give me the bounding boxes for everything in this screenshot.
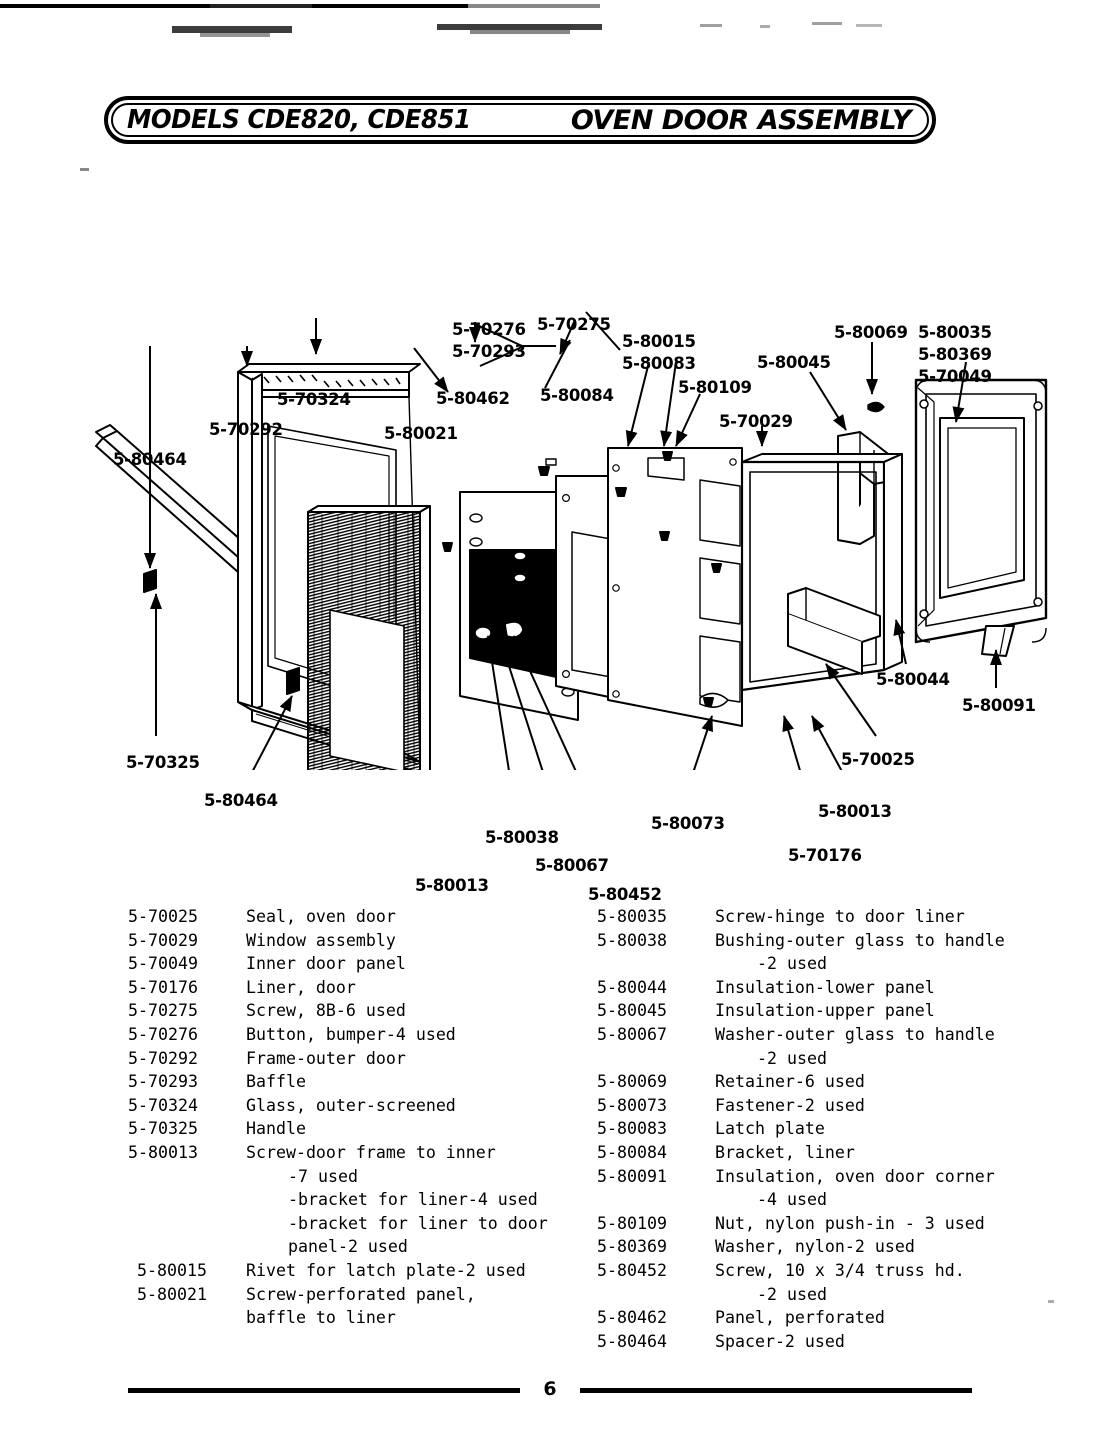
parts-list-row xyxy=(597,1165,1067,1189)
part-outer-screened-glass xyxy=(308,506,430,770)
scan-smudge xyxy=(700,24,722,27)
parts-list-row xyxy=(128,929,598,953)
part-description: Window assembly xyxy=(246,930,396,950)
part-number: 5-70025 xyxy=(128,907,198,926)
parts-list-row xyxy=(597,976,1067,1000)
callout-5-80044: 5-80044 xyxy=(876,670,950,689)
callout-5-80045: 5-80045 xyxy=(757,353,831,372)
part-description: Fastener-2 used xyxy=(715,1095,865,1115)
callout-5-70176: 5-70176 xyxy=(788,846,862,865)
part-corner-insulation xyxy=(982,626,1014,656)
part-number: 5-80462 xyxy=(597,1308,667,1328)
parts-list xyxy=(0,905,1100,1351)
part-description: Screw-door frame to inner xyxy=(246,1142,496,1162)
parts-list-row xyxy=(597,1094,1067,1118)
part-spacer-lower xyxy=(287,668,299,694)
part-number: 5-80369 xyxy=(597,1237,667,1257)
section-title: OVEN DOOR ASSEMBLY xyxy=(570,104,911,136)
callout-5-80462: 5-80462 xyxy=(436,389,510,408)
scan-smudge xyxy=(812,22,842,25)
scan-artifact-top-bar xyxy=(0,4,600,8)
part-description-continued: -bracket for liner-4 used xyxy=(288,1190,538,1210)
part-number: 5-80067 xyxy=(597,1024,667,1044)
part-description: Baffle xyxy=(246,1072,306,1092)
part-description: Frame-outer door xyxy=(246,1048,406,1068)
part-number: 5-80091 xyxy=(597,1166,667,1186)
part-description: Bracket, liner xyxy=(715,1142,855,1162)
parts-list-row xyxy=(597,905,1067,929)
parts-list-row xyxy=(597,1212,1067,1236)
callout-5-70276: 5-70276 xyxy=(452,320,526,339)
callout-5-80015: 5-80015 xyxy=(622,332,696,351)
parts-list-continuation-row xyxy=(597,1283,1067,1307)
callout-5-80038: 5-80038 xyxy=(485,828,559,847)
page-footer xyxy=(0,1378,1100,1408)
part-number: 5-70029 xyxy=(128,930,198,950)
scan-smudge xyxy=(172,26,292,33)
part-door-liner xyxy=(608,448,742,726)
part-description-continued: -4 used xyxy=(757,1190,827,1210)
part-description: Rivet for latch plate-2 used xyxy=(246,1260,526,1280)
part-description: Washer-outer glass to handle xyxy=(715,1024,995,1044)
parts-list-row xyxy=(128,1070,598,1094)
parts-list-continuation-row xyxy=(128,1306,598,1330)
callout-5-80084: 5-80084 xyxy=(540,386,614,405)
scan-smudge xyxy=(200,33,270,37)
parts-list-row xyxy=(128,1283,598,1307)
callout-5-70293: 5-70293 xyxy=(452,342,526,361)
part-description-continued: -7 used xyxy=(288,1166,358,1186)
part-description: Screw, 10 x 3/4 truss hd. xyxy=(715,1260,965,1280)
parts-list-row xyxy=(128,1117,598,1141)
exploded-parts-diagram xyxy=(0,150,1100,904)
callout-5-80069: 5-80069 xyxy=(834,323,908,342)
part-description: Insulation-lower panel xyxy=(715,977,935,997)
scan-smudge xyxy=(760,25,770,28)
part-number: 5-80084 xyxy=(597,1142,667,1162)
part-handle-bar xyxy=(96,425,258,580)
callout-5-80035: 5-80035 xyxy=(918,323,992,342)
part-number: 5-70325 xyxy=(128,1119,198,1139)
parts-list-right-column xyxy=(597,905,1067,1353)
callout-5-70292: 5-70292 xyxy=(209,420,283,439)
part-description: Nut, nylon push-in - 3 used xyxy=(715,1213,985,1233)
callout-5-70049: 5-70049 xyxy=(918,367,992,386)
parts-list-continuation-row xyxy=(128,1165,598,1189)
parts-list-row xyxy=(597,1259,1067,1283)
part-description: Screw, 8B-6 used xyxy=(246,1001,406,1021)
parts-list-left-column xyxy=(128,905,598,1330)
parts-list-row xyxy=(597,1141,1067,1165)
parts-list-row xyxy=(128,1047,598,1071)
parts-list-row xyxy=(128,952,598,976)
callout-5-80464: 5-80464 xyxy=(204,791,278,810)
part-number: 5-80464 xyxy=(597,1331,667,1351)
part-inner-door-panel xyxy=(916,380,1046,642)
part-number: 5-80044 xyxy=(597,977,667,997)
callout-5-80067: 5-80067 xyxy=(535,856,609,875)
parts-list-row xyxy=(597,929,1067,953)
parts-list-continuation-row xyxy=(597,1047,1067,1071)
part-description: Bushing-outer glass to handle xyxy=(715,930,1005,950)
part-description-continued: -2 used xyxy=(757,954,827,974)
part-number: 5-70176 xyxy=(128,977,198,997)
part-description-continued: -2 used xyxy=(757,1284,827,1304)
part-number: 5-80021 xyxy=(137,1284,207,1304)
part-description-continued: baffle to liner xyxy=(246,1308,396,1328)
part-number: 5-80069 xyxy=(597,1072,667,1092)
part-description: Insulation-upper panel xyxy=(715,1001,935,1021)
callout-5-70324: 5-70324 xyxy=(277,390,351,409)
part-number: 5-70324 xyxy=(128,1095,198,1115)
part-number: 5-80045 xyxy=(597,1001,667,1021)
parts-list-row xyxy=(128,999,598,1023)
models-title: MODELS CDE820, CDE851 xyxy=(127,105,471,135)
parts-list-continuation-row xyxy=(597,1188,1067,1212)
parts-list-row xyxy=(128,1023,598,1047)
parts-list-row xyxy=(128,976,598,1000)
parts-list-row xyxy=(597,1235,1067,1259)
parts-list-row xyxy=(597,1070,1067,1094)
part-description: Button, bumper-4 used xyxy=(246,1024,456,1044)
part-description: Insulation, oven door corner xyxy=(715,1166,995,1186)
parts-list-row xyxy=(597,1117,1067,1141)
part-number: 5-70276 xyxy=(128,1024,198,1044)
parts-list-continuation-row xyxy=(128,1188,598,1212)
part-description: Latch plate xyxy=(715,1119,825,1139)
part-insulation-lower xyxy=(788,588,880,674)
callout-5-80452: 5-80452 xyxy=(588,885,662,904)
parts-list-row xyxy=(597,1306,1067,1330)
callout-5-80369: 5-80369 xyxy=(918,345,992,364)
part-description: Panel, perforated xyxy=(715,1308,885,1328)
part-description: Retainer-6 used xyxy=(715,1072,865,1092)
part-description: Screw-hinge to door liner xyxy=(715,907,965,926)
parts-list-row xyxy=(128,1094,598,1118)
parts-list-row xyxy=(128,905,598,929)
part-description-continued: -2 used xyxy=(757,1048,827,1068)
part-description: Screw-perforated panel, xyxy=(246,1284,476,1304)
part-description: Glass, outer-screened xyxy=(246,1095,456,1115)
parts-list-continuation-row xyxy=(597,952,1067,976)
part-description-continued: -bracket for liner to door xyxy=(288,1213,548,1233)
callout-5-80013: 5-80013 xyxy=(415,876,489,895)
parts-list-row xyxy=(597,999,1067,1023)
callout-5-80083: 5-80083 xyxy=(622,354,696,373)
part-number: 5-70292 xyxy=(128,1048,198,1068)
part-number: 5-80038 xyxy=(597,930,667,950)
part-number: 5-70049 xyxy=(128,954,198,974)
part-number: 5-80035 xyxy=(597,907,667,926)
part-number: 5-70293 xyxy=(128,1072,198,1092)
part-spacer-upper xyxy=(144,570,156,592)
scan-smudge xyxy=(856,24,882,27)
part-number: 5-70275 xyxy=(128,1001,198,1021)
callout-5-70025: 5-70025 xyxy=(841,750,915,769)
callout-5-80021: 5-80021 xyxy=(384,424,458,443)
part-description: Washer, nylon-2 used xyxy=(715,1237,915,1257)
parts-list-continuation-row xyxy=(128,1235,598,1259)
part-number: 5-80109 xyxy=(597,1213,667,1233)
scan-smudge xyxy=(470,30,570,34)
title-banner xyxy=(104,96,936,144)
callout-5-80109: 5-80109 xyxy=(678,378,752,397)
part-number: 5-80452 xyxy=(597,1260,667,1280)
part-description: Seal, oven door xyxy=(246,907,396,926)
parts-list-row xyxy=(597,1023,1067,1047)
callout-5-80013: 5-80013 xyxy=(818,802,892,821)
part-description: Inner door panel xyxy=(246,954,406,974)
parts-list-row xyxy=(128,1141,598,1165)
part-number: 5-80083 xyxy=(597,1119,667,1139)
callout-5-70275: 5-70275 xyxy=(537,315,611,334)
part-number: 5-80013 xyxy=(128,1142,198,1162)
part-description: Spacer-2 used xyxy=(715,1331,845,1351)
part-number: 5-80015 xyxy=(137,1260,207,1280)
part-description-continued: panel-2 used xyxy=(288,1237,408,1257)
callout-5-70325: 5-70325 xyxy=(126,753,200,772)
parts-list-row xyxy=(597,1330,1067,1354)
parts-list-row xyxy=(128,1259,598,1283)
callout-5-70029: 5-70029 xyxy=(719,412,793,431)
callout-5-80464: 5-80464 xyxy=(113,450,187,469)
callout-5-80073: 5-80073 xyxy=(651,814,725,833)
part-description: Liner, door xyxy=(246,977,356,997)
part-number: 5-80073 xyxy=(597,1095,667,1115)
part-description: Handle xyxy=(246,1119,306,1139)
page-number: 6 xyxy=(543,1378,557,1400)
parts-list-continuation-row xyxy=(128,1212,598,1236)
callout-5-80091: 5-80091 xyxy=(962,696,1036,715)
